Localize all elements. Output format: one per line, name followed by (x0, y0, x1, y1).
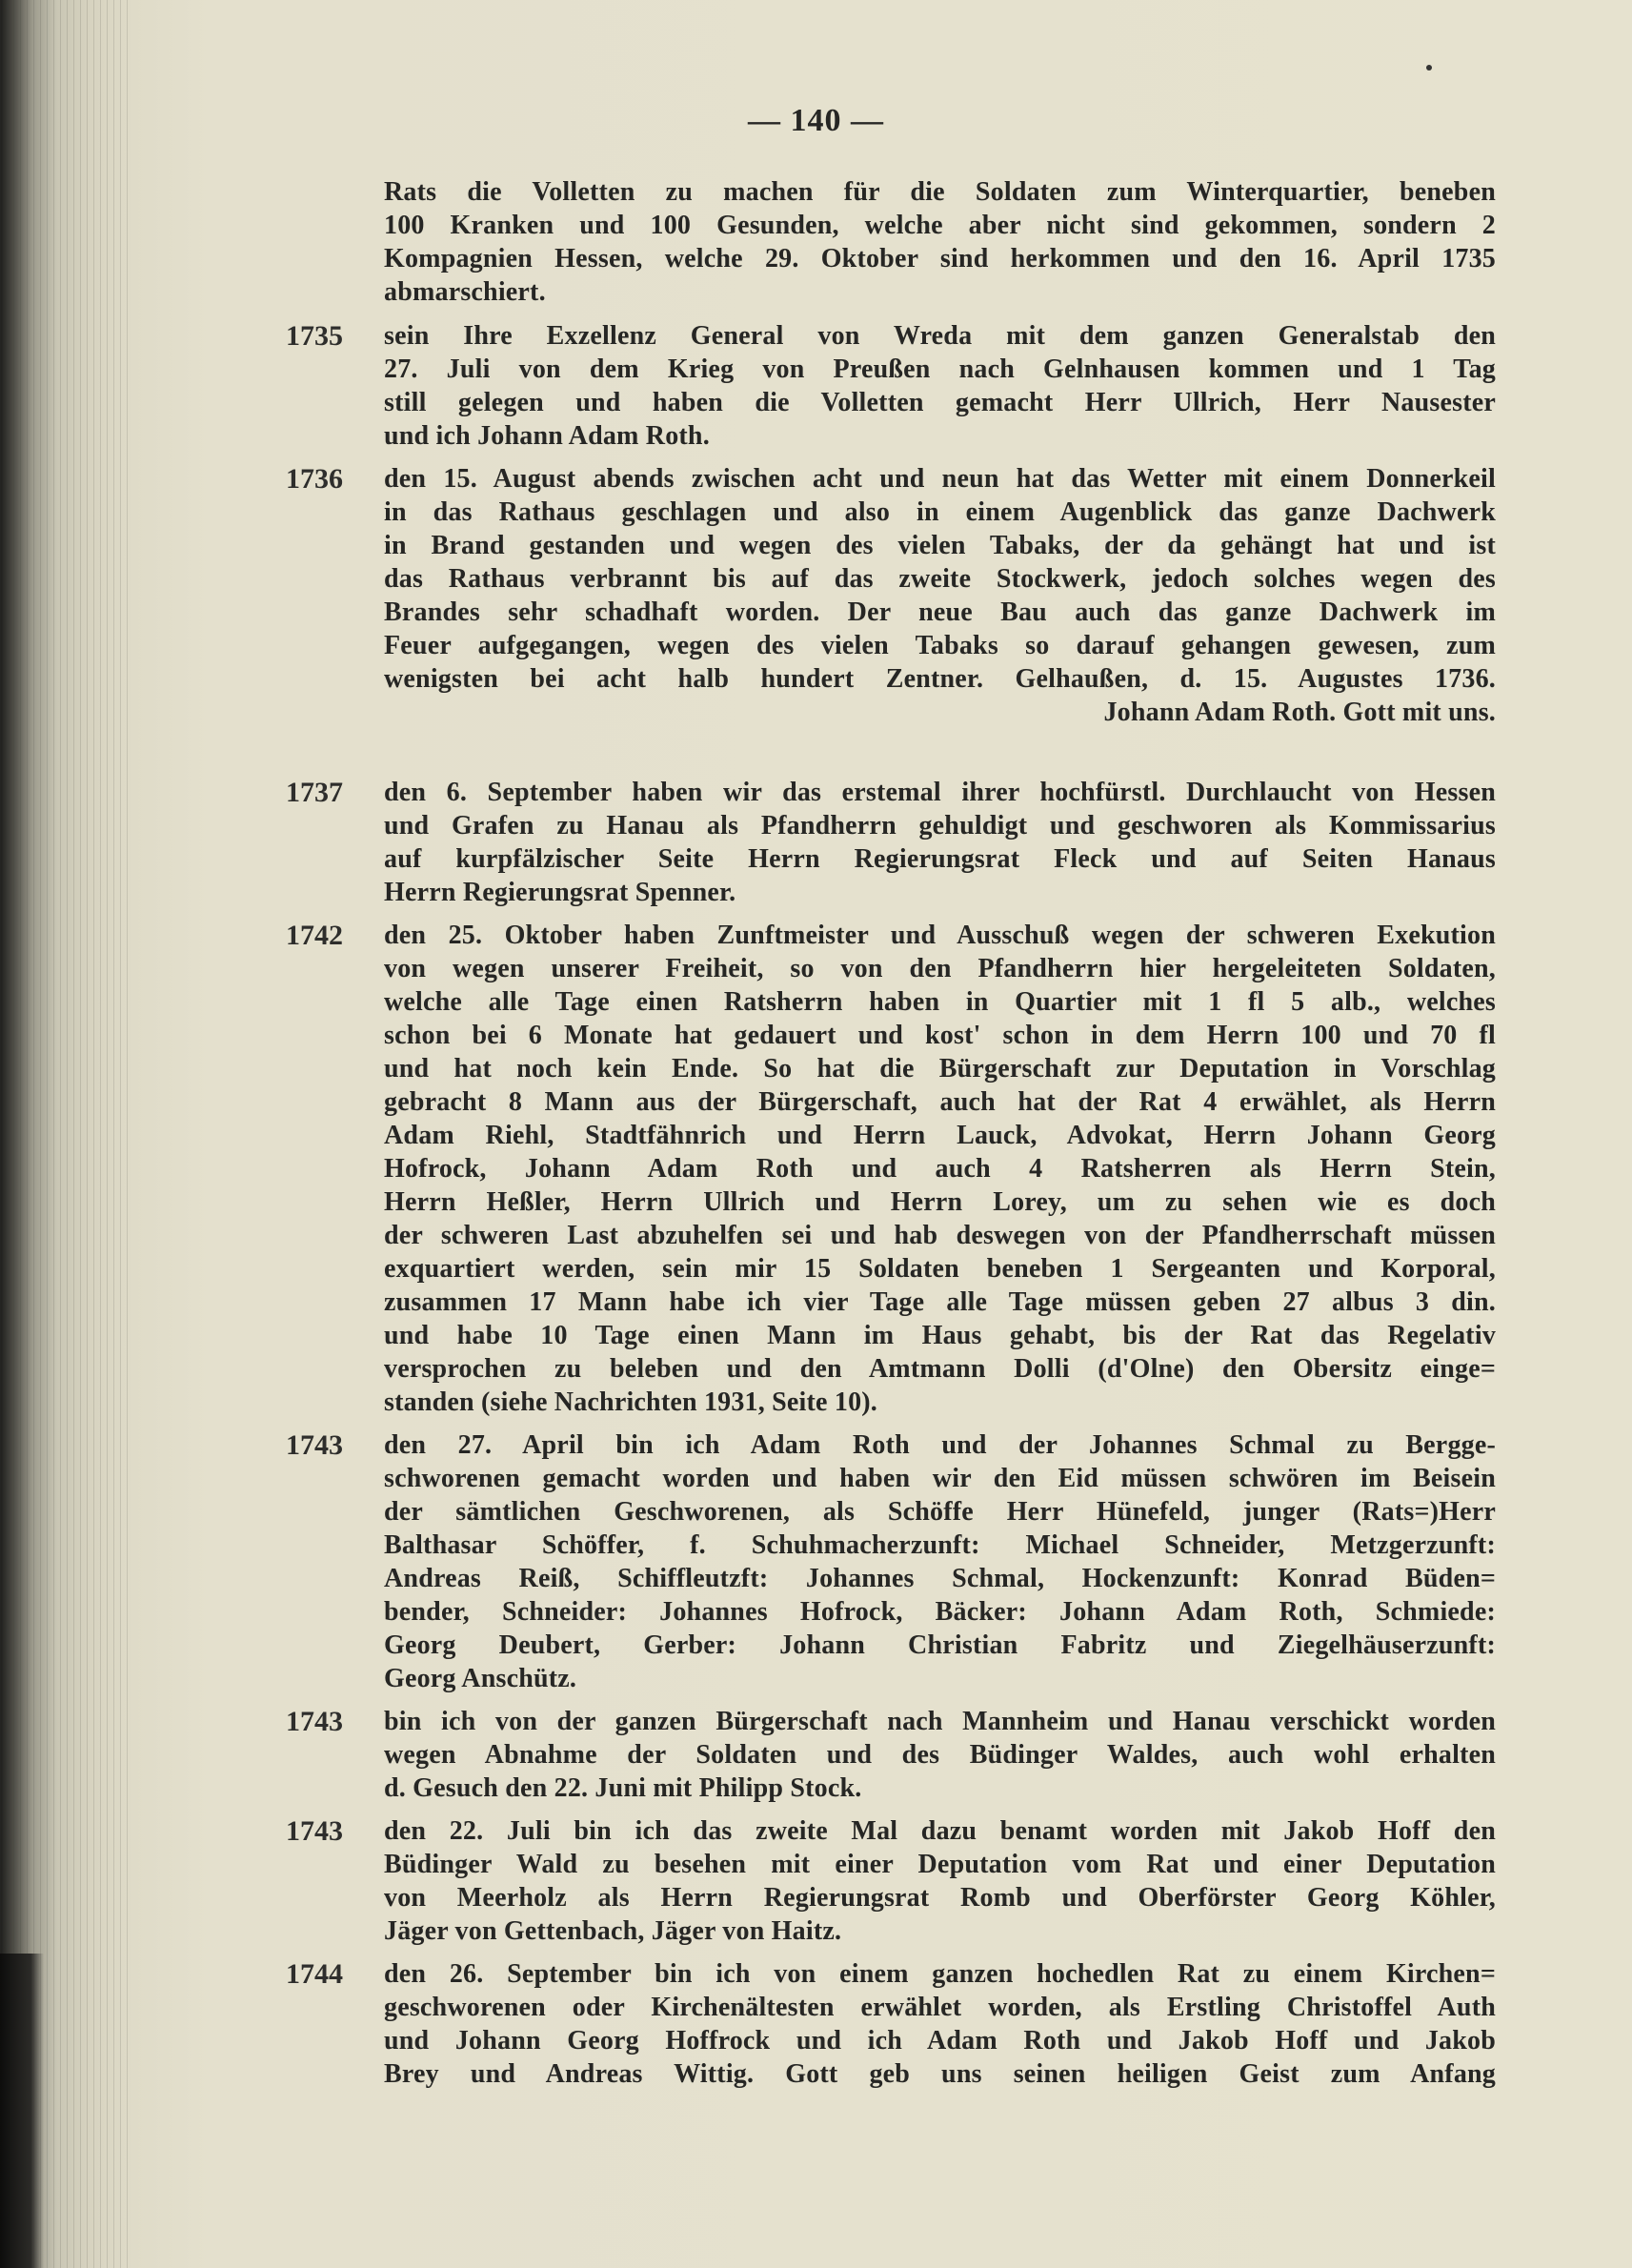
text-line: Herrn Regierungsrat Spenner. (384, 878, 736, 907)
text-line: Balthasar Schöffer, f. Schuhmacherzunft: Michael Schneider, Metzgerzunft: (384, 1530, 1496, 1560)
text-line: auf kurpfälzischer Seite Herrn Regierungsrat Fleck und auf Seiten Hanaus (384, 844, 1496, 874)
entry-text (384, 1814, 1496, 1948)
text-line: den 22. Juli bin ich das zweite Mal dazu benamt worden mit Jakob Hoff den (384, 1816, 1496, 1846)
entry-year: 1743 (286, 1429, 343, 1461)
text-line: Brandes sehr schadhaft worden. Der neue Bau auch das ganze Dachwerk im (384, 597, 1496, 627)
text-line: und ich Johann Adam Roth. (384, 421, 710, 451)
text-line: und hat noch kein Ende. So hat die Bürgerschaft zur Deputation in Vorschlag (384, 1054, 1496, 1083)
chronicle-entry (286, 1705, 1496, 1805)
text-line: bender, Schneider: Johannes Hofrock, Bäcker: Johann Adam Roth, Schmiede: (384, 1597, 1496, 1627)
text-line: versprochen zu beleben und den Amtmann Dolli (d'Olne) den Obersitz einge= (384, 1354, 1496, 1384)
text-line: 100 Kranken und 100 Gesunden, welche aber nicht sind gekommen, sondern 2 (384, 211, 1496, 240)
chronicle-entry (286, 462, 1496, 729)
text-line: in das Rathaus geschlagen und also in einem Augenblick das ganze Dachwerk (384, 497, 1496, 527)
text-line: in Brand gestanden und wegen des vielen Tabaks, der da gehängt hat und ist (384, 531, 1496, 560)
text-line: den 25. Oktober haben Zunftmeister und Ausschuß wegen der schweren Exekution (384, 921, 1496, 950)
text-line: abmarschiert. (384, 277, 546, 307)
signature-line: Johann Adam Roth. Gott mit uns. (1103, 698, 1496, 727)
entry-text (384, 462, 1496, 729)
text-line: den 27. April bin ich Adam Roth und der Johannes Schmal zu Bergge- (384, 1430, 1496, 1460)
text-line: Adam Riehl, Stadtfähnrich und Herrn Lauck, Advokat, Herrn Johann Georg (384, 1121, 1496, 1150)
text-line: wenigsten bei acht halb hundert Zentner. Gelhaußen, d. 15. Augustes 1736. (384, 664, 1496, 694)
chronicle-entry (286, 919, 1496, 1419)
text-line: Brey und Andreas Wittig. Gott geb uns seinen heiligen Geist zum Anfang (384, 2059, 1496, 2089)
text-line: exquartiert werden, sein mir 15 Soldaten beneben 1 Sergeanten und Korporal, (384, 1254, 1496, 1284)
chronicle-entry (286, 1814, 1496, 1948)
text-line: sein Ihre Exzellenz General von Wreda mit dem ganzen Generalstab den (384, 321, 1496, 351)
entry-text (384, 1428, 1496, 1695)
entry-year: 1736 (286, 463, 343, 495)
chronicle-entry (286, 1428, 1496, 1695)
text-line: von wegen unserer Freiheit, so von den Pfandherrn hier hergeleiteten Soldaten, (384, 954, 1496, 983)
entry-text (384, 776, 1496, 909)
text-line: Büdinger Wald zu besehen mit einer Deputation vom Rat und einer Deputation (384, 1850, 1496, 1879)
text-line: das Rathaus verbrannt bis auf das zweite Stockwerk, jedoch solches wegen des (384, 564, 1496, 594)
chronicle-entry (286, 1957, 1496, 2091)
text-line: Rats die Volletten zu machen für die Soldaten zum Winterquartier, beneben (384, 177, 1496, 207)
text-line: und Grafen zu Hanau als Pfandherrn gehuldigt und geschworen als Kommissarius (384, 811, 1496, 840)
entry-text (384, 319, 1496, 453)
entry-year: 1737 (286, 777, 343, 808)
entry-year: 1743 (286, 1815, 343, 1847)
text-line: wegen Abnahme der Soldaten und des Büdinger Waldes, auch wohl erhalten (384, 1740, 1496, 1770)
text-line: den 6. September haben wir das erstemal ihrer hochfürstl. Durchlaucht von Hessen (384, 778, 1496, 807)
text-line: der schweren Last abzuhelfen sei und hab deswegen von der Pfandherrschaft müssen (384, 1221, 1496, 1250)
entry-year: 1742 (286, 920, 343, 951)
text-line: Jäger von Gettenbach, Jäger von Haitz. (384, 1916, 842, 1946)
text-line: und habe 10 Tage einen Mann im Haus gehabt, bis der Rat das Regelativ (384, 1321, 1496, 1350)
chronicle-entry (286, 776, 1496, 909)
text-line: d. Gesuch den 22. Juni mit Philipp Stock. (384, 1773, 862, 1803)
entry-text (384, 1705, 1496, 1805)
text-line: den 15. August abends zwischen acht und neun hat das Wetter mit einem Donnerkeil (384, 464, 1496, 494)
page-number: — 140 — (748, 103, 884, 138)
book-edge (0, 0, 133, 2268)
text-line: 27. Juli von dem Krieg von Preußen nach Gelnhausen kommen und 1 Tag (384, 354, 1496, 384)
text-line: Herrn Heßler, Herrn Ullrich und Herrn Lorey, um zu sehen wie es doch (384, 1187, 1496, 1217)
text-line: Feuer aufgegangen, wegen des vielen Tabaks so darauf gehangen gewesen, zum (384, 631, 1496, 660)
text-line: Andreas Reiß, Schiffleutzft: Johannes Schmal, Hockenzunft: Konrad Büden= (384, 1564, 1496, 1593)
book-edge-shadow (0, 1954, 44, 2268)
ink-speck (1426, 65, 1432, 71)
text-line: Georg Anschütz. (384, 1664, 577, 1693)
text-line: zusammen 17 Mann habe ich vier Tage alle Tage müssen geben 27 albus 3 din. (384, 1287, 1496, 1317)
text-line: gebracht 8 Mann aus der Bürgerschaft, auch hat der Rat 4 erwählet, als Herrn (384, 1087, 1496, 1117)
chronicle-entry (286, 319, 1496, 453)
text-line: Georg Deubert, Gerber: Johann Christian Fabritz und Ziegelhäuserzunft: (384, 1630, 1496, 1660)
entry-year: 1735 (286, 320, 343, 352)
text-line: geschworenen oder Kirchenältesten erwählet worden, als Erstling Christoffel Auth (384, 1993, 1496, 2022)
text-line: von Meerholz als Herrn Regierungsrat Romb und Oberförster Georg Köhler, (384, 1883, 1496, 1913)
entry-text (384, 919, 1496, 1419)
entry-year: 1744 (286, 1958, 343, 1990)
text-line: bin ich von der ganzen Bürgerschaft nach Mannheim und Hanau verschickt worden (384, 1707, 1496, 1736)
entry-text (384, 1957, 1496, 2091)
entry-text (384, 175, 1496, 309)
chronicle-entry (286, 175, 1496, 309)
text-line: der sämtlichen Geschworenen, als Schöffe Herr Hünefeld, junger (Rats=)Herr (384, 1497, 1496, 1527)
text-line: still gelegen und haben die Volletten gemacht Herr Ullrich, Herr Nausester (384, 388, 1496, 417)
entry-year: 1743 (286, 1706, 343, 1737)
text-line: welche alle Tage einen Ratsherrn haben in Quartier mit 1 fl 5 alb., welches (384, 987, 1496, 1017)
text-line: schon bei 6 Monate hat gedauert und kost' schon in dem Herrn 100 und 70 fl (384, 1021, 1496, 1050)
text-line: Hofrock, Johann Adam Roth und auch 4 Ratsherren als Herrn Stein, (384, 1154, 1496, 1184)
text-line: den 26. September bin ich von einem ganzen hochedlen Rat zu einem Kirchen= (384, 1959, 1496, 1989)
text-line: und Johann Georg Hoffrock und ich Adam Roth und Jakob Hoff und Jakob (384, 2026, 1496, 2055)
text-line: standen (siehe Nachrichten 1931, Seite 10). (384, 1387, 878, 1417)
text-line: Kompagnien Hessen, welche 29. Oktober sind herkommen und den 16. April 1735 (384, 244, 1496, 273)
text-line: schworenen gemacht worden und haben wir den Eid müssen schwören im Beisein (384, 1464, 1496, 1493)
